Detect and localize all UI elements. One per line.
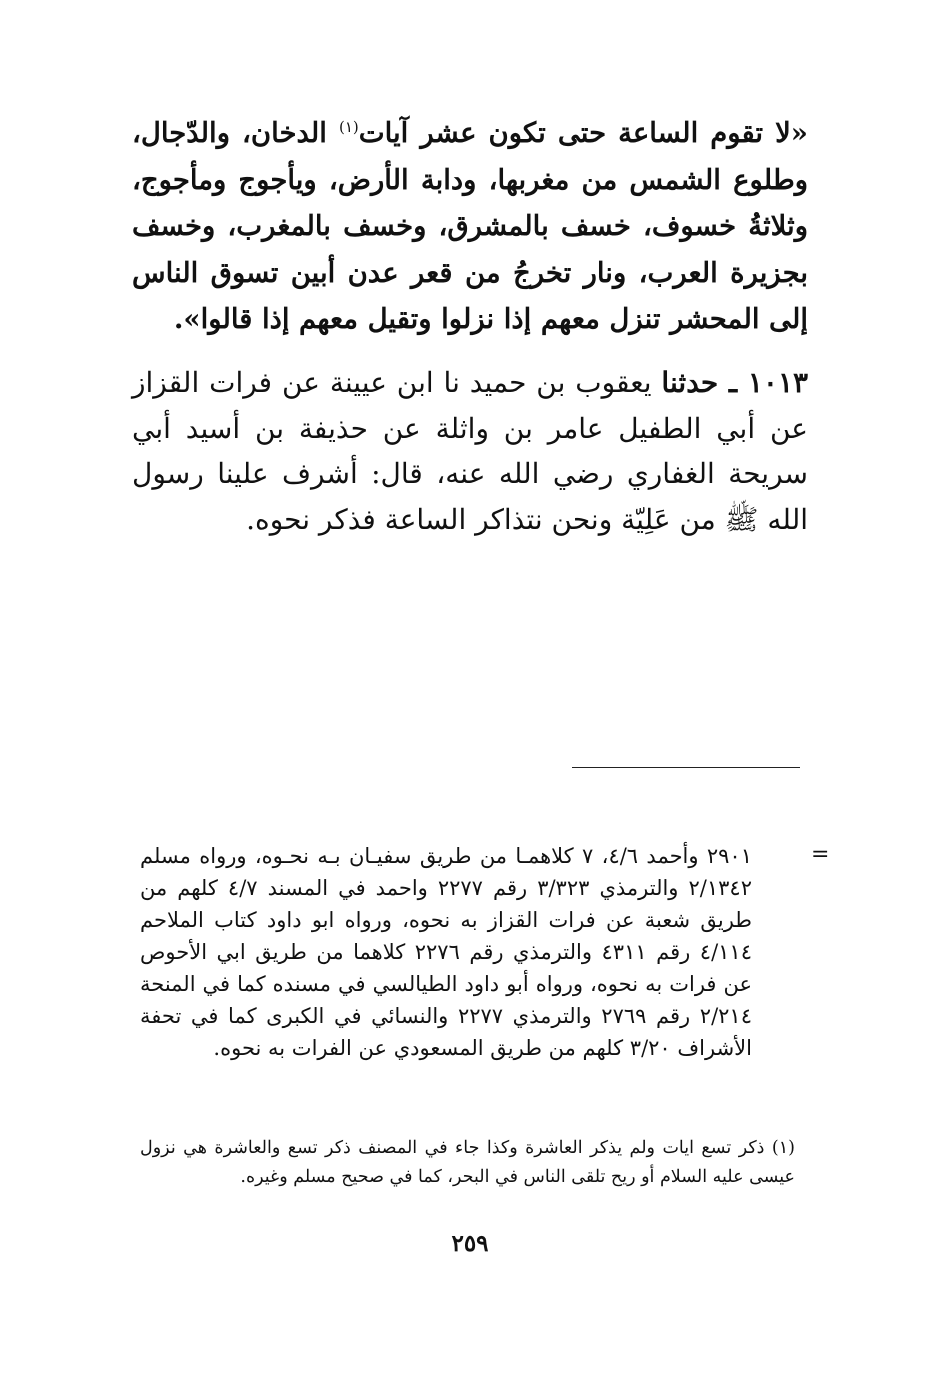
hadith-text: [132, 110, 808, 343]
footnote-reference[interactable]: (١): [338, 117, 359, 136]
footnote-continuation: ٢٩٠١ وأحمد ٤/٦، ٧ كلاهمـا من طريق سفيـان بـه نحـوه، ورواه مسلم ٢/١٣٤٢ والترمذي ٣/٣٢٣ رقم ٢٢٧٧ واحمد في المسند ٤/٧ كلهم من طريق شعبة عن فرات القزاز به نحوه، ورواه ابو داود كتاب الملاحم ٤/١١٤ رقم ٤٣١١ والترمذي رقم ٢٢٧٦ كلاهما من طريق ابي الأحوص عن فرات به نحوه، ورواه أبو داود الطيالسي في مسنده كما في المنحة ٢/٢١٤ رقم ٢٧٦٩ والترمذي ٢٢٧٧ والنسائي في الكبرى كما في تحفة الأشراف ٣/٢٠ كلهم من طريق المسعودي عن الفرات به نحوه.: [140, 844, 752, 1060]
hadith-number: ١٠١٣ ـ حدثنا: [661, 366, 809, 399]
close-quote: ».: [173, 303, 201, 335]
page-number: ٢٥٩: [451, 1230, 489, 1257]
open-quote: «: [790, 117, 808, 149]
isnad-paragraph: [132, 360, 808, 542]
continuation-mark: =: [811, 842, 830, 867]
hadith-opening: لا تقوم الساعة حتى تكون عشر آيات: [358, 117, 791, 149]
isnad-text: يعقوب بن حميد نا ابن عيينة عن فرات القزاز عن أبي الطفيل عامر بن واثلة عن حذيفة بن أسيد أبي سريحة الغفاري رضي الله عنه، قال: أشرف علينا رسول الله ﷺ من عَلِيّة ونحن نتذاكر الساعة فذكر نحوه.: [132, 366, 808, 536]
footnote-separator: [572, 767, 800, 768]
hadith-body: الدخان، والدّجال، وطلوع الشمس من مغربها، ودابة الأرض، ويأجوج ومأجوج، وثلاثةُ خسوف، خسف بالمشرق، وخسف بالمغرب، وخسف بجزيرة العرب، ونار تخرجُ من قعر عدن أبين تسوق الناس إلى المحشر تنزل معهم إذا نزلوا وتقيل معهم إذا قالوا: [132, 117, 808, 335]
footnote-1: (١) ذكر تسع ايات ولم يذكر العاشرة وكذا جاء في المصنف ذكر تسع والعاشرة هي نزول عيسى عليه السلام أو ريح تلقى الناس في البحر، كما في صحيح مسلم وغيره.: [140, 1138, 795, 1187]
